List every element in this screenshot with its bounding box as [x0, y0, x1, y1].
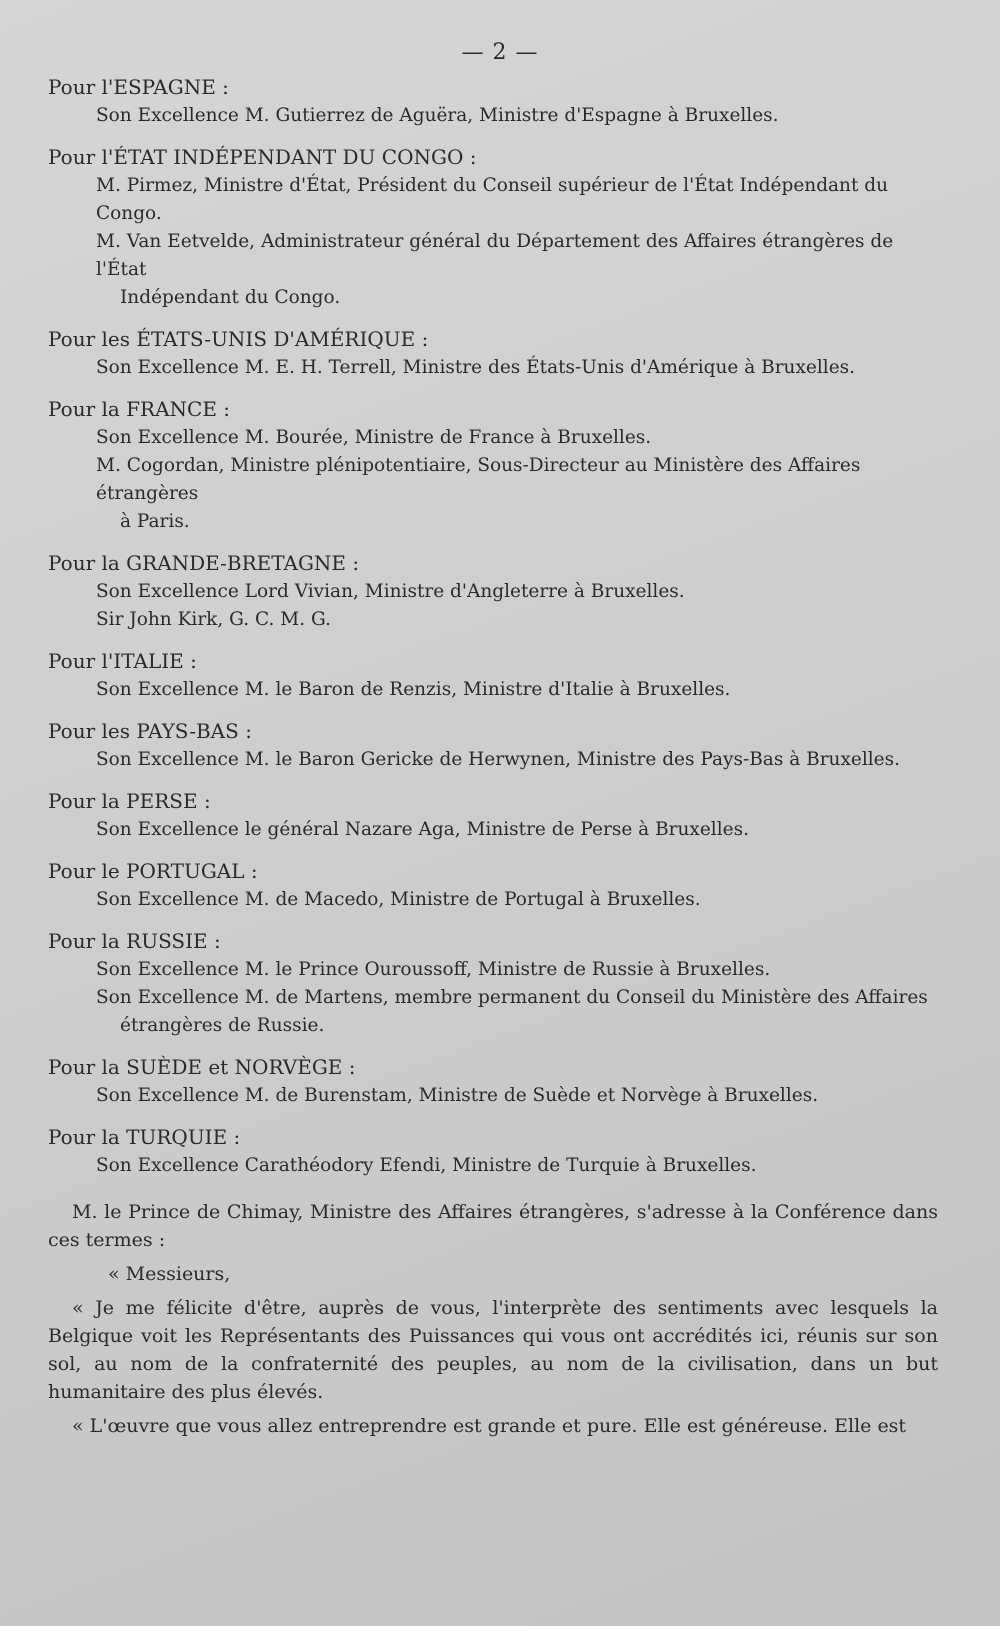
delegation-section	[48, 926, 938, 1040]
delegation-section	[48, 548, 938, 634]
speech-paragraph: « Je me félicite d'être, auprès de vous, l'interprète des sentiments avec lesquels la Belgique voit les Représentants des Puissances qui vous ont accrédités ici, réunis sur son sol, au nom de la confraternité des peuples, au nom de la civilisation, dans un but humanitaire des plus élevés.	[48, 1297, 938, 1403]
delegate-text: Son Excellence M. de Macedo, Ministre de Portugal à Bruxelles.	[96, 889, 701, 910]
delegate-text: Son Excellence M. de Burenstam, Ministre de Suède et Norvège à Bruxelles.	[96, 1085, 819, 1106]
country-heading: Pour l'ÉTAT INDÉPENDANT DU CONGO :	[48, 145, 477, 169]
delegation-section	[48, 1122, 938, 1180]
delegation-section	[48, 142, 938, 312]
delegate-text: M. Van Eetvelde, Administrateur général du Département des Affaires étrangères de l'État	[96, 231, 894, 280]
delegate-text: M. Pirmez, Ministre d'État, Président du Conseil supérieur de l'État Indépendant du Congo.	[96, 175, 889, 224]
delegation-section	[48, 394, 938, 536]
delegate-entry	[48, 606, 938, 634]
country-heading: Pour la GRANDE-BRETAGNE :	[48, 551, 360, 575]
delegate-entry	[48, 578, 938, 606]
speech-salutation: « Messieurs,	[108, 1263, 231, 1285]
country-heading: Pour la PERSE :	[48, 789, 211, 813]
delegate-text: Son Excellence M. le Baron de Renzis, Ministre d'Italie à Bruxelles.	[96, 679, 731, 700]
country-heading: Pour la FRANCE :	[48, 397, 231, 421]
delegate-entry	[48, 886, 938, 914]
delegate-text: Son Excellence M. le Baron Gericke de Herwynen, Ministre des Pays-Bas à Bruxelles.	[96, 749, 901, 770]
delegation-section	[48, 72, 938, 130]
country-heading: Pour les PAYS-BAS :	[48, 719, 252, 743]
delegate-text: Son Excellence Lord Vivian, Ministre d'Angleterre à Bruxelles.	[96, 581, 685, 602]
delegation-section	[48, 324, 938, 382]
delegation-section	[48, 716, 938, 774]
delegate-text-continuation: à Paris.	[120, 511, 190, 532]
delegate-entry	[48, 1082, 938, 1110]
delegate-entry	[48, 452, 938, 536]
speech-paragraph: « L'œuvre que vous allez entreprendre est grande et pure. Elle est généreuse. Elle est	[72, 1415, 907, 1437]
delegate-text-continuation: étrangères de Russie.	[120, 1015, 325, 1036]
delegate-entry	[48, 354, 938, 382]
delegate-text: Son Excellence M. le Prince Ouroussoff, Ministre de Russie à Bruxelles.	[96, 959, 771, 980]
delegate-text: Sir John Kirk, G. C. M. G.	[96, 609, 331, 630]
country-heading: Pour la SUÈDE et NORVÈGE :	[48, 1055, 356, 1079]
speech-intro: M. le Prince de Chimay, Ministre des Affaires étrangères, s'adresse à la Conférence dans ces termes :	[48, 1201, 938, 1251]
delegate-text: Son Excellence Carathéodory Efendi, Ministre de Turquie à Bruxelles.	[96, 1155, 757, 1176]
country-heading: Pour l'ITALIE :	[48, 649, 197, 673]
delegate-text: Son Excellence M. Bourée, Ministre de France à Bruxelles.	[96, 427, 652, 448]
delegate-text: Son Excellence M. E. H. Terrell, Ministre des États-Unis d'Amérique à Bruxelles.	[96, 357, 856, 378]
delegate-entry	[48, 676, 938, 704]
country-heading: Pour la RUSSIE :	[48, 929, 221, 953]
delegates-list	[48, 72, 938, 1446]
delegation-section	[48, 646, 938, 704]
delegate-text: Son Excellence M. de Martens, membre permanent du Conseil du Ministère des Affaires	[96, 987, 928, 1008]
delegate-entry	[48, 984, 938, 1040]
delegate-text: Son Excellence M. Gutierrez de Aguëra, Ministre d'Espagne à Bruxelles.	[96, 105, 779, 126]
delegate-text: Son Excellence le général Nazare Aga, Ministre de Perse à Bruxelles.	[96, 819, 749, 840]
delegate-entry	[48, 228, 938, 312]
country-heading: Pour les ÉTATS-UNIS D'AMÉRIQUE :	[48, 327, 429, 351]
delegate-entry	[48, 746, 938, 774]
delegation-section	[48, 1052, 938, 1110]
delegate-entry	[48, 956, 938, 984]
delegate-entry	[48, 1152, 938, 1180]
country-heading: Pour le PORTUGAL :	[48, 859, 258, 883]
country-heading: Pour l'ESPAGNE :	[48, 75, 229, 99]
delegate-text: M. Cogordan, Ministre plénipotentiaire, Sous-Directeur au Ministère des Affaires étrangères	[96, 455, 861, 504]
delegate-entry	[48, 424, 938, 452]
country-heading: Pour la TURQUIE :	[48, 1125, 241, 1149]
delegation-section	[48, 786, 938, 844]
delegation-section	[48, 856, 938, 914]
delegate-text-continuation: Indépendant du Congo.	[120, 287, 341, 308]
delegate-entry	[48, 172, 938, 228]
page-number: — 2 —	[461, 40, 539, 65]
delegate-entry	[48, 102, 938, 130]
delegate-entry	[48, 816, 938, 844]
speech-block	[48, 1198, 938, 1440]
